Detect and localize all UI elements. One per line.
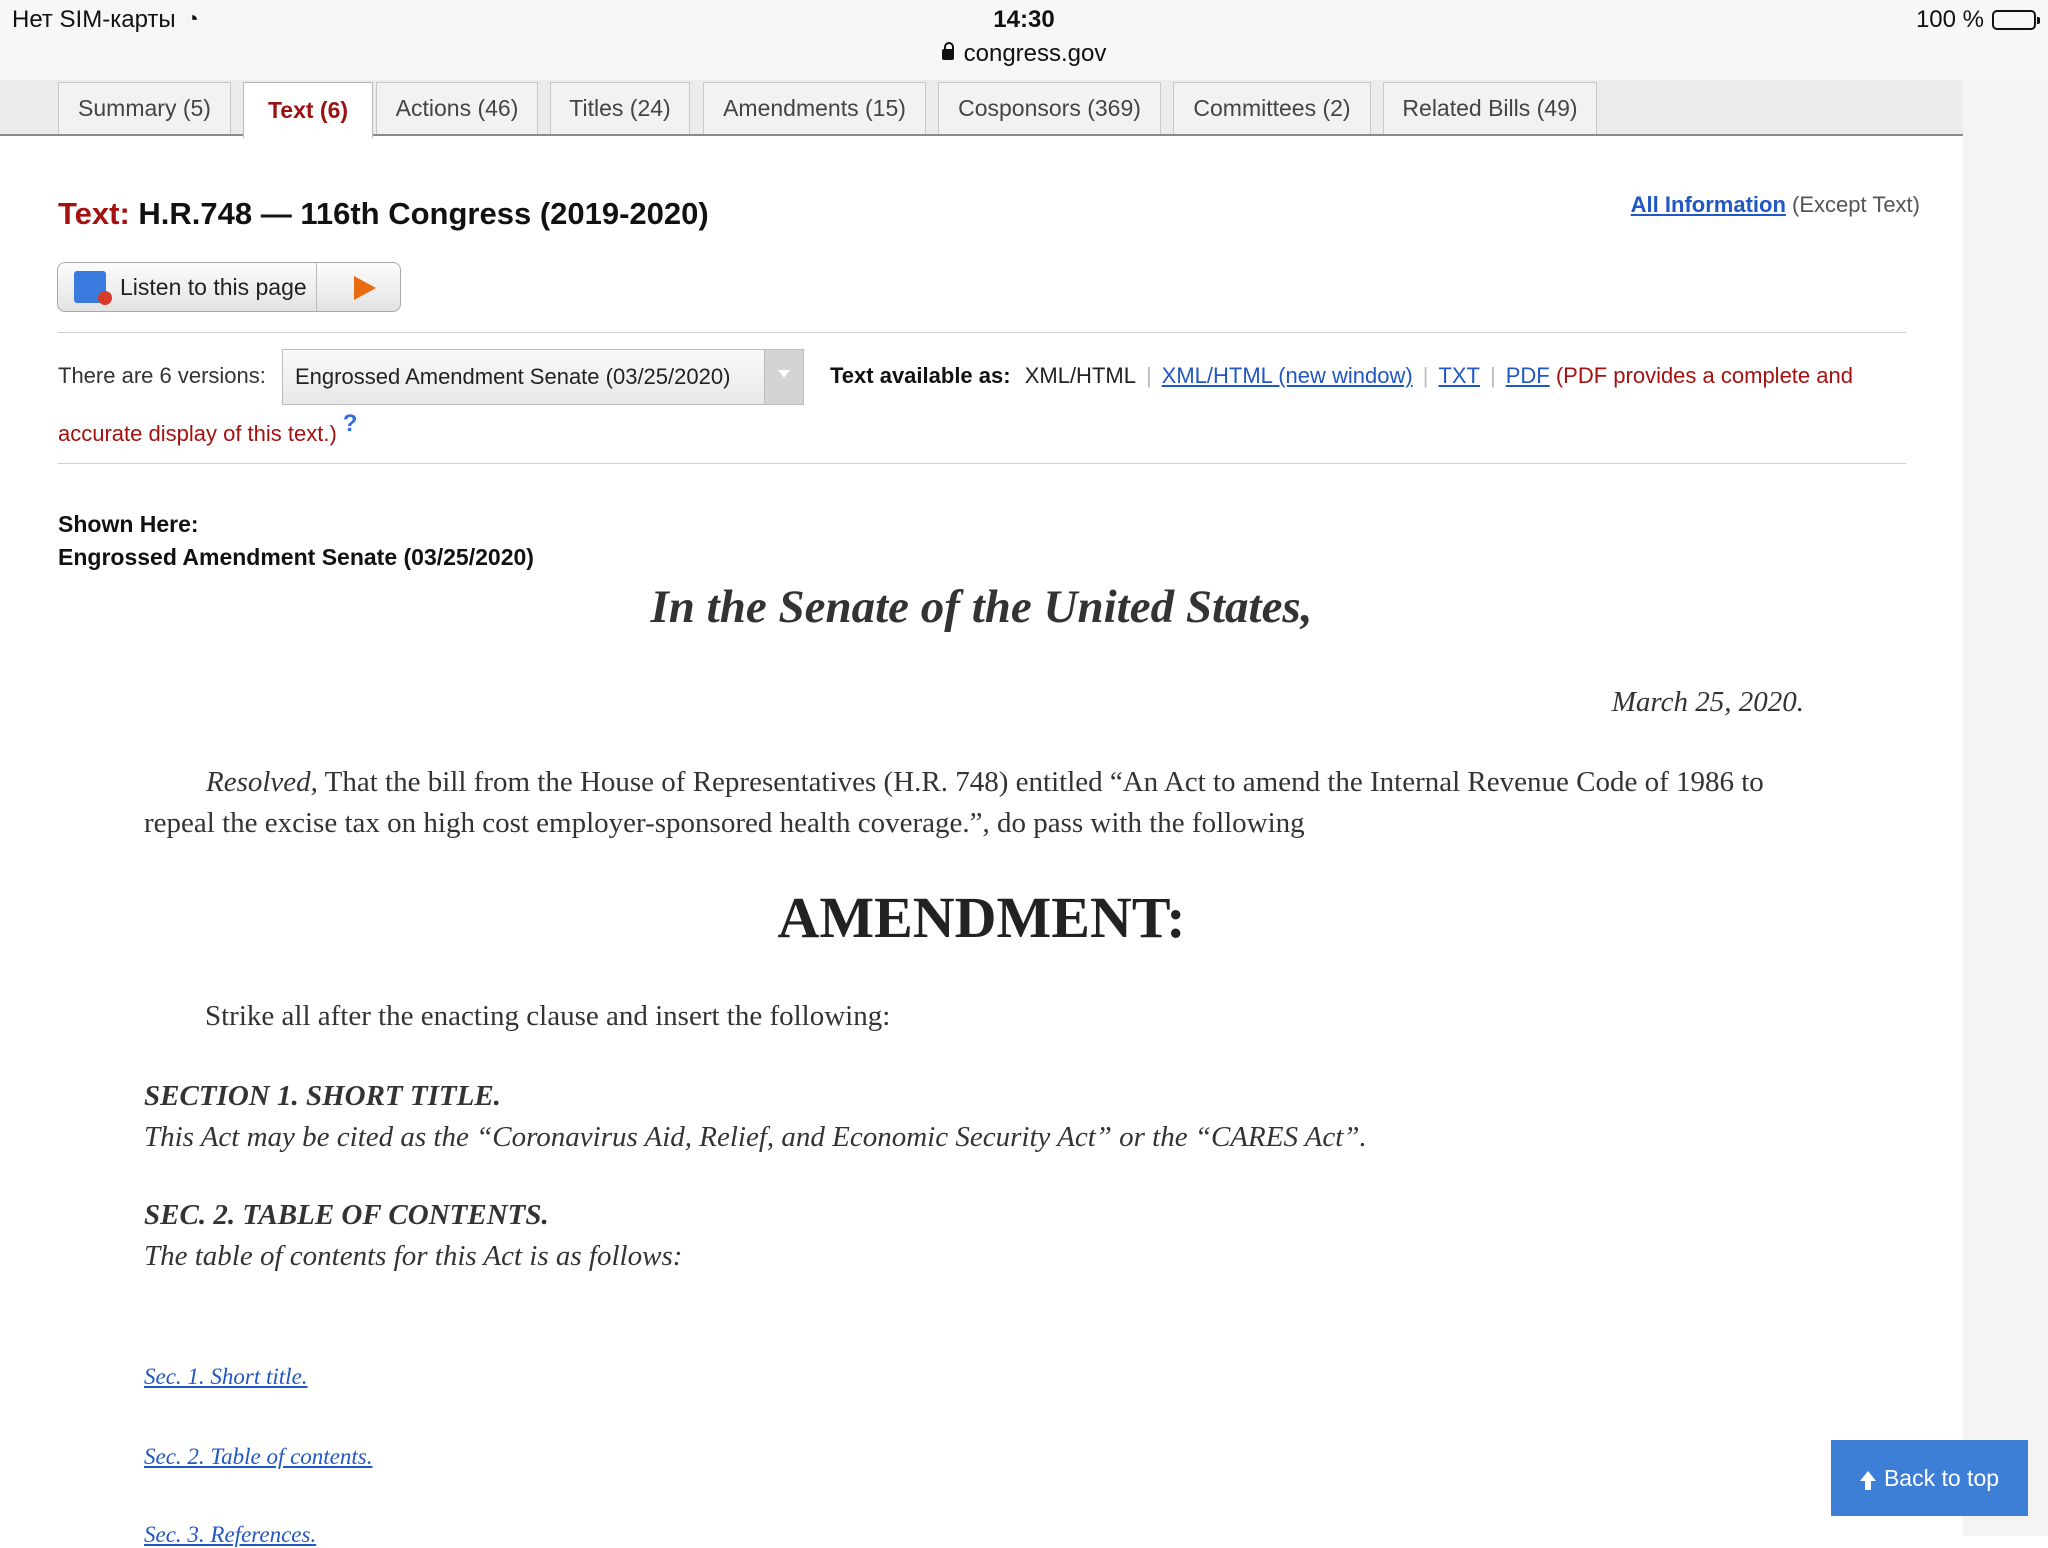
toc-link-sec-2[interactable]: Sec. 2. Table of contents. [144,1444,373,1469]
tab-committees[interactable]: Committees (2) [1173,82,1371,134]
all-information [1631,192,1920,218]
text-formats: Text available as: XML/HTML | XML/HTML (new window) | TXT | PDF (PDF provides a complete and [830,363,1853,388]
url-text: congress.gov [963,40,1107,67]
battery-status [1916,6,2036,34]
lock-icon [942,49,954,60]
speaker-icon [74,271,106,303]
section-2-heading: SEC. 2. TABLE OF CONTENTS. [144,1199,549,1231]
amendment-heading: AMENDMENT: [777,885,1186,950]
tab-bar [0,80,1963,136]
all-information-link[interactable]: All Information [1630,192,1786,217]
version-select[interactable] [282,349,804,405]
format-pdf-link[interactable]: PDF [1505,363,1550,388]
section-1-text: This Act may be cited as the “Coronavirus Aid, Relief, and Economic Security Act” or the “CARES Act”. [144,1121,1367,1153]
clock: 14:30 [993,6,1055,33]
page-title-label: Text: [58,196,130,231]
tab-summary[interactable]: Summary (5) [58,82,231,134]
listen-button[interactable] [57,262,401,312]
strike-clause: Strike all after the enacting clause and insert the following: [205,1000,891,1032]
section-2-text: The table of contents for this Act is as follows: [144,1240,683,1272]
battery-percent: 100 % [1915,6,1984,33]
address-bar[interactable] [0,40,2048,68]
bill-title: H.R.748 — 116th Congress (2019-2020) [138,196,709,231]
tab-text[interactable]: Text (6) [243,82,373,138]
versions-label: There are 6 versions: [58,363,266,388]
section-1-heading: SECTION 1. SHORT TITLE. [144,1080,501,1112]
format-xml-new-window-link[interactable]: XML/HTML (new window) [1161,363,1413,388]
document-date: March 25, 2020. [1611,686,1804,718]
pdf-note-line2: accurate display of this text.) [58,421,337,446]
arrow-up-icon [1860,1471,1876,1481]
divider [58,332,1906,333]
back-to-top-button[interactable] [1831,1440,2028,1516]
format-xml-current: XML/HTML [1024,363,1136,388]
page-title [58,196,709,232]
shown-here [58,508,534,574]
pdf-note-continued [58,410,358,448]
help-icon[interactable]: ? [342,410,358,437]
tab-actions[interactable]: Actions (46) [376,82,538,134]
listen-label: Listen to this page [120,273,307,300]
resolved-text: That the bill from the House of Representatives (H.R. 748) entitled “An Act to amend the Internal Revenue Code of 1986 to repeal the excise tax on high cost employer-sponsored health coverage.”, do pass with the following [144,766,1764,839]
right-gutter [1963,80,2048,1536]
resolved-label: Resolved, [206,766,318,798]
tab-related-bills[interactable]: Related Bills (49) [1383,82,1597,134]
tab-cosponsors[interactable]: Cosponsors (369) [938,82,1161,134]
shown-here-label: Shown Here: [58,511,199,537]
back-to-top-label: Back to top [1883,1464,2000,1491]
play-icon[interactable] [354,276,376,300]
formats-label: Text available as: [830,363,1011,388]
chevron-down-icon[interactable] [764,350,803,404]
tab-titles[interactable]: Titles (24) [550,82,690,134]
pdf-note: (PDF provides a complete and [1555,363,1853,388]
resolved-paragraph [144,762,1784,844]
ios-status-bar [0,0,2048,80]
battery-icon [1992,10,2036,30]
shown-here-value: Engrossed Amendment Senate (03/25/2020) [58,544,534,570]
listen-divider [316,263,317,311]
tab-amendments[interactable]: Amendments (15) [703,82,926,134]
toc-link-sec-1[interactable]: Sec. 1. Short title. [144,1364,308,1389]
version-select-value: Engrossed Amendment Senate (03/25/2020) [295,364,731,389]
divider [58,463,1906,464]
document-heading: In the Senate of the United States, [650,581,1313,633]
format-txt-link[interactable]: TXT [1438,363,1480,388]
carrier-label: Нет SIM-карты [12,6,176,33]
toc-link-sec-3[interactable]: Sec. 3. References. [144,1522,317,1547]
all-information-note: (Except Text) [1792,192,1920,217]
